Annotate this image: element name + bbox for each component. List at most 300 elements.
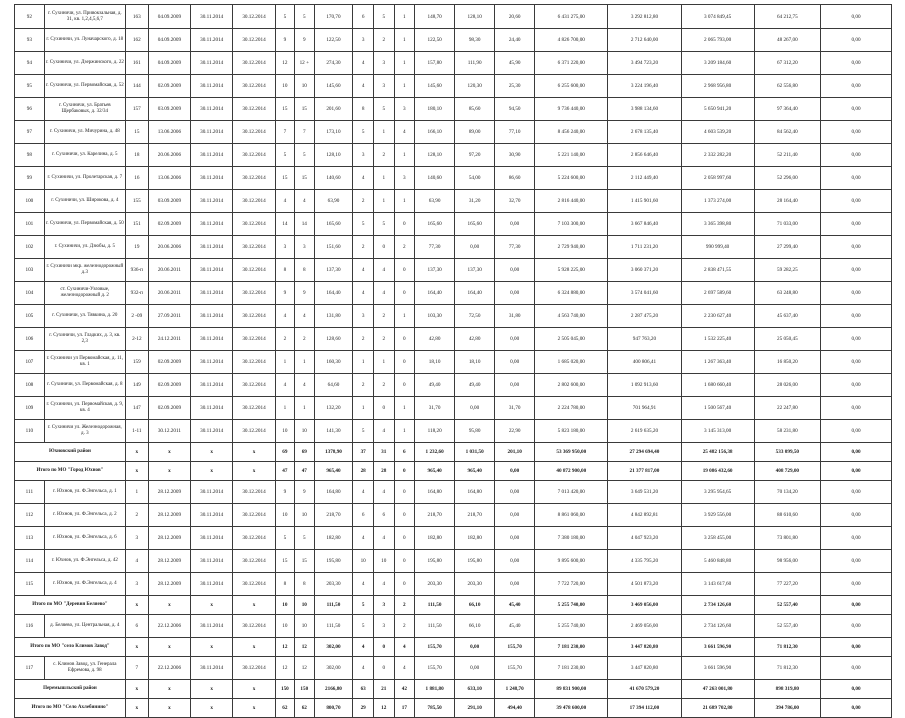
table-cell: 111,50 xyxy=(415,615,455,638)
table-cell: 4 842 892,81 xyxy=(608,504,681,527)
table-cell: 6 xyxy=(353,504,374,527)
table-cell: 4 xyxy=(373,527,394,550)
table-cell: 3 xyxy=(394,167,415,190)
table-cell: 0,00 xyxy=(495,527,535,550)
table-cell: 10 xyxy=(275,504,294,527)
table-cell: 0,00 xyxy=(455,638,495,657)
table-cell: 69 xyxy=(275,443,294,462)
table-cell: 2 xyxy=(353,328,374,351)
table-cell: 53 369 950,00 xyxy=(535,443,608,462)
table-cell: 5 xyxy=(353,615,374,638)
table-cell: 3 574 041,60 xyxy=(608,282,681,305)
table-cell: 20.06.2006 xyxy=(148,236,190,259)
table-cell: 4 xyxy=(295,190,314,213)
address-cell: г. Сухиничи, ул. Широкова, д. 4 xyxy=(44,190,125,213)
table-cell: 800,70 xyxy=(314,699,353,718)
table-cell: 67 312,20 xyxy=(754,52,820,75)
table-cell: 111,50 xyxy=(314,615,353,638)
table-cell: 157,80 xyxy=(415,52,455,75)
table-cell: 4 xyxy=(394,121,415,144)
address-cell: г. Сухиничи, ул. Мичурина, д. 48 xyxy=(44,121,125,144)
table-cell: 30.11.2014 xyxy=(191,657,233,680)
table-cell: 0 xyxy=(394,527,415,550)
table-cell: 49,40 xyxy=(415,374,455,397)
table-cell: 274,30 xyxy=(314,52,353,75)
table-cell: х xyxy=(148,596,190,615)
table-cell: х xyxy=(148,462,190,481)
address-cell: г. Сухиничи, ул. Первомайская, д. 52 xyxy=(44,75,125,98)
address-cell: г. Сухиничи мкр. железнодорожный д.3 xyxy=(44,259,125,282)
table-cell: 0,00 xyxy=(821,213,892,236)
table-cell: 201,10 xyxy=(495,443,535,462)
total-label: Перемышльский район xyxy=(15,680,126,699)
table-cell: 45,40 xyxy=(495,596,535,615)
table-row xyxy=(15,121,892,144)
table-cell: 3 469 056,00 xyxy=(608,596,681,615)
table-cell: 0,00 xyxy=(821,550,892,573)
table-cell: 107 xyxy=(15,351,45,374)
table-cell: 39 478 600,00 xyxy=(535,699,608,718)
table-row xyxy=(15,657,892,680)
table-cell: 164,40 xyxy=(455,282,495,305)
table-cell: 30.11.2014 xyxy=(191,52,233,75)
table-cell: 03.09.2009 xyxy=(148,190,190,213)
table-cell: 7 xyxy=(125,657,148,680)
table-cell: 37 xyxy=(353,443,374,462)
table-cell: 7 181 230,00 xyxy=(535,638,608,657)
table-cell: 4 xyxy=(353,573,374,596)
table-cell: 2 697 589,60 xyxy=(681,282,754,305)
table-cell: 1 248,70 xyxy=(495,680,535,699)
table-cell: 0 xyxy=(394,351,415,374)
table-cell: 4 826 700,00 xyxy=(535,29,608,52)
table-cell: 30.11.2014 xyxy=(191,144,233,167)
table-cell: 95,80 xyxy=(455,420,495,443)
table-cell: 116 xyxy=(15,615,45,638)
table-cell: 30.12.2014 xyxy=(233,190,275,213)
table-cell: 30.12.2014 xyxy=(233,328,275,351)
table-cell: 71 033,00 xyxy=(754,213,820,236)
table-cell: 3 xyxy=(295,236,314,259)
table-cell: х xyxy=(233,462,275,481)
table-cell: 70 134,20 xyxy=(754,481,820,504)
table-cell: 21 xyxy=(373,680,394,699)
table-cell: 30.11.2014 xyxy=(191,121,233,144)
table-cell: 4 xyxy=(353,657,374,680)
table-cell: 155,70 xyxy=(415,657,455,680)
table-cell: 0,00 xyxy=(495,351,535,374)
table-cell: 0,00 xyxy=(495,550,535,573)
table-row xyxy=(15,351,892,374)
table-cell: 30.11.2014 xyxy=(191,481,233,504)
table-cell: 0 xyxy=(394,374,415,397)
table-cell: 30.12.2014 xyxy=(233,5,275,29)
table-cell: 165,60 xyxy=(314,213,353,236)
table-cell: 30.12.2014 xyxy=(233,29,275,52)
table-cell: 14 xyxy=(295,213,314,236)
table-cell: 28 xyxy=(373,462,394,481)
table-cell: 170,70 xyxy=(314,5,353,29)
table-cell: 30.12.2014 xyxy=(233,481,275,504)
table-cell: 5 xyxy=(373,5,394,29)
table-cell: х xyxy=(191,462,233,481)
table-cell: 40 872 900,00 xyxy=(535,462,608,481)
table-cell: 30.11.2014 xyxy=(191,259,233,282)
table-cell: 45,40 xyxy=(495,615,535,638)
table-cell: 4 xyxy=(373,481,394,504)
table-cell: 1 xyxy=(295,351,314,374)
table-cell: 182,80 xyxy=(415,527,455,550)
table-cell: х xyxy=(125,680,148,699)
table-cell: 64 212,75 xyxy=(754,5,820,29)
table-cell: 31 xyxy=(373,443,394,462)
table-cell: 30.11.2014 xyxy=(191,573,233,596)
address-cell: г. Сухиничи ул. Железнодорожная, д. 3 xyxy=(44,420,125,443)
table-cell: 533 099,50 xyxy=(754,443,820,462)
total-row xyxy=(15,462,892,481)
table-cell: 63 248,80 xyxy=(754,282,820,305)
table-cell: 31,80 xyxy=(495,305,535,328)
table-cell: 1 xyxy=(394,420,415,443)
table-cell: 1 267 363,40 xyxy=(681,351,754,374)
table-cell: 0 xyxy=(394,328,415,351)
table-cell: 30.12.2014 xyxy=(233,420,275,443)
table-cell: 1 xyxy=(275,397,294,420)
table-cell: 0,00 xyxy=(821,121,892,144)
table-cell: 13.06.2006 xyxy=(148,121,190,144)
address-cell: г. Юхнов, ул. Ф.Энгельса, д. 4 xyxy=(44,573,125,596)
table-cell: 201,60 xyxy=(314,98,353,121)
table-cell: 203,30 xyxy=(455,573,495,596)
table-cell: 0 xyxy=(394,550,415,573)
table-cell: 17 394 112,00 xyxy=(608,699,681,718)
table-cell: 0 xyxy=(394,259,415,282)
table-cell: 92 xyxy=(15,5,45,29)
table-cell: 0,00 xyxy=(821,573,892,596)
table-cell: 1 xyxy=(394,144,415,167)
table-cell: 2 xyxy=(275,328,294,351)
table-cell: 932-п xyxy=(125,282,148,305)
table-cell: х xyxy=(125,596,148,615)
table-cell: 2 734 126,60 xyxy=(681,615,754,638)
table-cell: 30.11.2014 xyxy=(191,98,233,121)
table-cell: 5 xyxy=(373,98,394,121)
table-cell: 8 xyxy=(275,573,294,596)
table-cell: х xyxy=(148,638,190,657)
address-cell: г. Сухиничи, ул. Дзюбы, д. 5 xyxy=(44,236,125,259)
table-cell: 0,00 xyxy=(821,52,892,75)
table-cell: 0,00 xyxy=(821,282,892,305)
table-cell: 22,90 xyxy=(495,420,535,443)
table-cell: 128,10 xyxy=(314,144,353,167)
table-cell: 94,50 xyxy=(495,98,535,121)
table-cell: 31,70 xyxy=(415,397,455,420)
table-cell: 164,80 xyxy=(415,481,455,504)
table-cell: 20.06.2011 xyxy=(148,259,190,282)
table-cell: 16 850,20 xyxy=(754,351,820,374)
table-cell: 15 xyxy=(125,121,148,144)
table-cell: 785,50 xyxy=(415,699,455,718)
table-cell: 2 802 600,00 xyxy=(535,374,608,397)
table-cell: 151 xyxy=(125,213,148,236)
table-cell: 10 xyxy=(295,596,314,615)
table-cell: 84 562,40 xyxy=(754,121,820,144)
table-row xyxy=(15,259,892,282)
table-cell: 0,00 xyxy=(495,328,535,351)
table-cell: 85,60 xyxy=(455,98,495,121)
table-cell: 99 xyxy=(15,167,45,190)
table-cell: 101 xyxy=(15,213,45,236)
table-cell: 1 xyxy=(394,190,415,213)
table-cell: 203,30 xyxy=(314,573,353,596)
table-cell: 2 xyxy=(125,504,148,527)
table-cell: 1 xyxy=(394,5,415,29)
table-cell: 160,30 xyxy=(314,351,353,374)
table-cell: 41 670 579,20 xyxy=(608,680,681,699)
table-cell: 173,10 xyxy=(314,121,353,144)
table-cell: х xyxy=(233,638,275,657)
table-cell: 12 xyxy=(275,638,294,657)
address-cell: г. Сухиничи, ул. Дзержинского, д. 22 xyxy=(44,52,125,75)
table-cell: 137,30 xyxy=(455,259,495,282)
table-row xyxy=(15,573,892,596)
table-cell: 157 xyxy=(125,98,148,121)
table-cell: 3 xyxy=(373,52,394,75)
table-cell: 5 255 740,00 xyxy=(535,596,608,615)
table-cell: 30.12.2014 xyxy=(233,144,275,167)
table-cell: 30.11.2014 xyxy=(191,282,233,305)
table-cell: 0,00 xyxy=(821,144,892,167)
table-cell: 6 255 600,00 xyxy=(535,75,608,98)
table-cell: 9 xyxy=(275,282,294,305)
table-cell: 112 xyxy=(15,504,45,527)
table-cell: 10 xyxy=(295,420,314,443)
table-cell: 159 xyxy=(125,351,148,374)
table-cell: 5 xyxy=(353,213,374,236)
table-cell: 10 xyxy=(275,420,294,443)
table-row xyxy=(15,190,892,213)
table-cell: 30.12.2014 xyxy=(233,213,275,236)
table-cell: 42,80 xyxy=(455,328,495,351)
table-cell: 04.09.2009 xyxy=(148,29,190,52)
table-cell: 97 xyxy=(15,121,45,144)
table-cell: 04.09.2009 xyxy=(148,52,190,75)
table-cell: 400 806,41 xyxy=(608,351,681,374)
table-cell: 1 xyxy=(353,397,374,420)
table-cell: 701 964,91 xyxy=(608,397,681,420)
table-cell: 5 221 140,00 xyxy=(535,144,608,167)
table-cell: 77,10 xyxy=(495,121,535,144)
table-cell: 0,00 xyxy=(821,527,892,550)
table-cell: 5 224 600,00 xyxy=(535,167,608,190)
table-cell: 163 xyxy=(125,5,148,29)
table-cell: 3 292 812,80 xyxy=(608,5,681,29)
table-cell: 1 xyxy=(394,29,415,52)
table-cell: 62 xyxy=(295,699,314,718)
table-cell: 28.12.2009 xyxy=(148,481,190,504)
table-cell: 5 xyxy=(295,5,314,29)
table-cell: 30.12.2014 xyxy=(233,657,275,680)
table-cell: 1 031,50 xyxy=(455,443,495,462)
table-cell: 02.09.2009 xyxy=(148,213,190,236)
total-label: Итого по МО "Город Юхнов" xyxy=(15,462,126,481)
table-cell: 3 xyxy=(125,573,148,596)
table-cell: 30.11.2014 xyxy=(191,527,233,550)
table-cell: 106 xyxy=(15,328,45,351)
table-cell: 147 xyxy=(125,397,148,420)
address-cell: г. Сухиничи, ул. Привокзальная, д. 31, кв. 1,2,4,5,6,7 xyxy=(44,5,125,29)
table-cell: 30.12.2014 xyxy=(233,550,275,573)
table-cell: 9 xyxy=(295,481,314,504)
table-cell: 12 xyxy=(295,657,314,680)
table-cell: 113 xyxy=(15,527,45,550)
table-cell: 141,30 xyxy=(314,420,353,443)
table-cell: 0,00 xyxy=(495,259,535,282)
table-cell: 4 xyxy=(353,527,374,550)
table-cell: 302,00 xyxy=(314,657,353,680)
table-cell: 22.12.2006 xyxy=(148,657,190,680)
table-cell: 1 xyxy=(353,351,374,374)
table-cell: 71 812,30 xyxy=(754,657,820,680)
table-cell: 3 xyxy=(353,144,374,167)
table-cell: 151,60 xyxy=(314,236,353,259)
table-cell: 63,90 xyxy=(314,190,353,213)
table-cell: 9 xyxy=(275,481,294,504)
table-cell: х xyxy=(191,680,233,699)
address-cell: г. Юхнов, ул. Ф.Энгельса, д. 1 xyxy=(44,481,125,504)
table-cell: 0,00 xyxy=(821,167,892,190)
table-cell: 6 xyxy=(353,5,374,29)
table-cell: 5 xyxy=(275,527,294,550)
table-cell: 2 xyxy=(373,29,394,52)
table-cell: 0,00 xyxy=(821,462,892,481)
housing-program-table xyxy=(14,4,892,718)
table-cell: 96 xyxy=(15,98,45,121)
table-cell: 3 xyxy=(373,75,394,98)
table-cell: 2 065 793,00 xyxy=(681,29,754,52)
table-cell: 98,30 xyxy=(455,29,495,52)
table-cell: 9 736 440,00 xyxy=(535,98,608,121)
table-cell: 137,30 xyxy=(314,259,353,282)
table-cell: 0,00 xyxy=(821,75,892,98)
table-cell: 4 xyxy=(353,52,374,75)
table-row xyxy=(15,420,892,443)
table-cell: 31,70 xyxy=(495,397,535,420)
table-cell: 77,30 xyxy=(495,236,535,259)
table-cell: 52 211,40 xyxy=(754,144,820,167)
table-cell: 52 557,40 xyxy=(754,615,820,638)
table-cell: 59 282,25 xyxy=(754,259,820,282)
table-cell: 5 xyxy=(295,144,314,167)
table-cell: 30.11.2014 xyxy=(191,351,233,374)
table-cell: 1 xyxy=(394,75,415,98)
table-cell: х xyxy=(148,699,190,718)
table-cell: 30.12.2014 xyxy=(233,504,275,527)
total-label: Юхновский район xyxy=(15,443,126,462)
total-row xyxy=(15,443,892,462)
table-row xyxy=(15,481,892,504)
table-cell: х xyxy=(125,443,148,462)
table-cell: 164,40 xyxy=(415,282,455,305)
table-cell: х xyxy=(191,596,233,615)
address-cell: г. Сухиничи, ул. Братьев Щербаковых, д. 32/34 xyxy=(44,98,125,121)
table-cell: 218,70 xyxy=(455,504,495,527)
address-cell: г. Сухиничи, ул. Первомайская, д. 8 xyxy=(44,374,125,397)
table-cell: 111,50 xyxy=(314,596,353,615)
table-cell: х xyxy=(125,462,148,481)
address-cell: ст. Сухиничи-Узловые, железнодорожный д. 2 xyxy=(44,282,125,305)
table-cell: 145,60 xyxy=(415,75,455,98)
table-cell: 0,00 xyxy=(821,504,892,527)
table-cell: 4 335 795,20 xyxy=(608,550,681,573)
table-cell: 27 299,40 xyxy=(754,236,820,259)
table-cell: 128,10 xyxy=(455,5,495,29)
table-cell: 30.11.2014 xyxy=(191,374,233,397)
table-cell: х xyxy=(148,680,190,699)
table-cell: 4 xyxy=(275,190,294,213)
table-cell: 4 xyxy=(275,305,294,328)
table-cell: 4 563 740,00 xyxy=(535,305,608,328)
table-cell: 0,00 xyxy=(821,328,892,351)
table-cell: 1 xyxy=(373,167,394,190)
table-cell: 20.06.2006 xyxy=(148,144,190,167)
table-cell: 128,60 xyxy=(314,328,353,351)
table-cell: 27.09.2011 xyxy=(148,305,190,328)
table-cell: 5 255 740,00 xyxy=(535,615,608,638)
table-cell: 10 xyxy=(295,504,314,527)
table-row xyxy=(15,213,892,236)
table-cell: 0,00 xyxy=(821,374,892,397)
total-row xyxy=(15,596,892,615)
table-cell: 2 224 780,00 xyxy=(535,397,608,420)
table-cell: 2 xyxy=(394,596,415,615)
table-cell: 10 xyxy=(295,75,314,98)
table-cell: 103,30 xyxy=(415,305,455,328)
table-cell: 2 729 940,00 xyxy=(535,236,608,259)
table-cell: 25 482 156,38 xyxy=(681,443,754,462)
table-cell: 132,20 xyxy=(314,397,353,420)
table-cell: 155 xyxy=(125,190,148,213)
table-cell: 3 xyxy=(125,527,148,550)
table-cell: 0 xyxy=(394,573,415,596)
table-cell: х xyxy=(191,638,233,657)
table-cell: 4 xyxy=(295,374,314,397)
table-cell: 69 xyxy=(295,443,314,462)
table-cell: 10 xyxy=(373,550,394,573)
table-cell: 8 456 240,00 xyxy=(535,121,608,144)
table-cell: 122,50 xyxy=(415,29,455,52)
table-cell: 97,20 xyxy=(455,144,495,167)
table-cell: 3 074 849,45 xyxy=(681,5,754,29)
table-row xyxy=(15,397,892,420)
table-cell: 12 xyxy=(295,638,314,657)
table-cell: 102 xyxy=(15,236,45,259)
table-cell: 4 xyxy=(373,282,394,305)
address-cell: г. Сухиничи, ул. Карелина, д. 5 xyxy=(44,144,125,167)
table-cell: 12 xyxy=(275,657,294,680)
table-cell: 15 xyxy=(295,98,314,121)
table-cell: 3 667 846,40 xyxy=(608,213,681,236)
table-cell: 114 xyxy=(15,550,45,573)
table-cell: 0,00 xyxy=(821,615,892,638)
table-cell: 965,40 xyxy=(415,462,455,481)
table-cell: 89 831 900,00 xyxy=(535,680,608,699)
table-cell: 3 143 617,60 xyxy=(681,573,754,596)
table-cell: 29 xyxy=(353,699,374,718)
table-cell: 95 xyxy=(15,75,45,98)
table-cell: х xyxy=(191,443,233,462)
table-cell: 30.12.2014 xyxy=(233,167,275,190)
